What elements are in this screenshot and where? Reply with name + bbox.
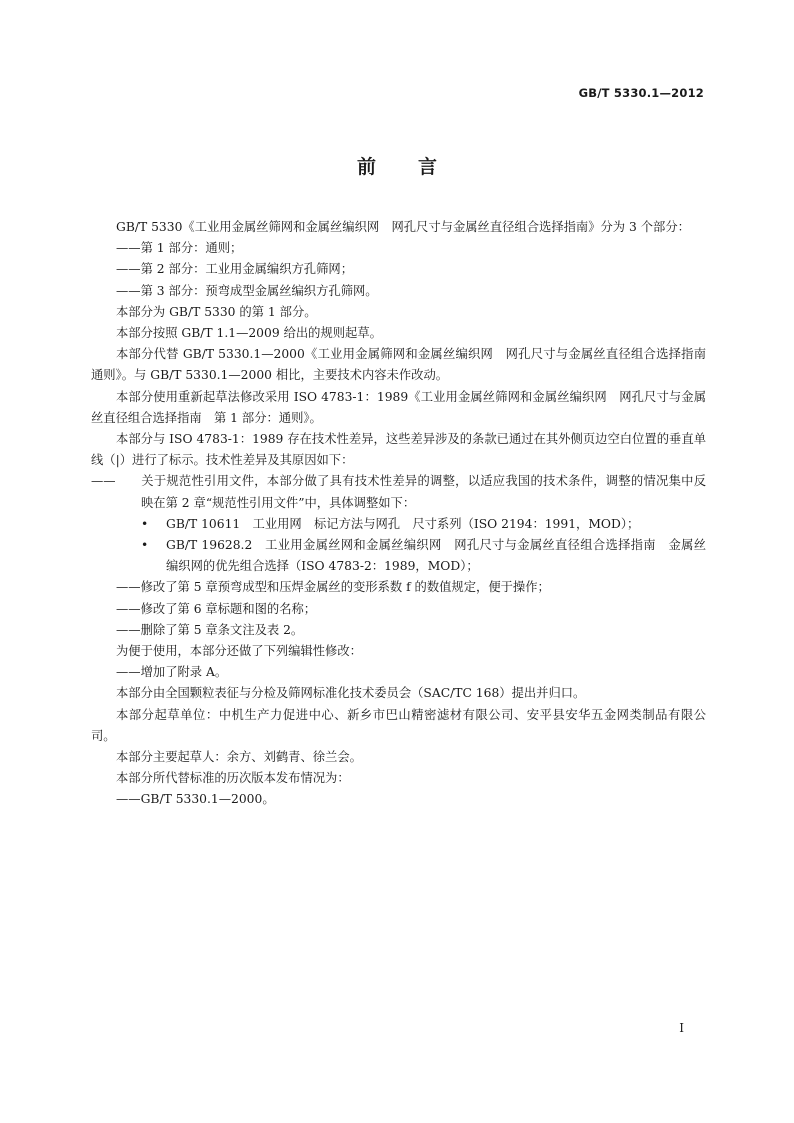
paragraph-part-of: 本部分为 GB/T 5330 的第 1 部分。 — [116, 304, 317, 319]
dash-mark: —— — [116, 792, 141, 807]
paragraph-editorial-changes: 为便于使用，本部分还做了下列编辑性修改： — [116, 644, 362, 659]
list-item-previous-edition: ——GB/T 5330.1—2000。 — [116, 792, 275, 807]
paragraph-drafting-rules: 本部分按照 GB/T 1.1—2009 给出的规则起草。 — [116, 326, 382, 341]
list-item-part-3: ——第 3 部分：预弯成型金属丝编织方孔筛网。 — [116, 283, 378, 298]
bullet-icon: • — [141, 538, 149, 553]
list-item-annex-a: ——增加了附录 A。 — [116, 665, 228, 680]
list-item-part-1: ——第 1 部分：通则； — [116, 241, 243, 256]
dash-mark: —— — [116, 283, 141, 298]
dash-mark: —— — [91, 474, 116, 489]
page-title: 前言 — [356, 156, 479, 178]
foreword-body — [91, 217, 719, 811]
paragraph-committee: 本部分由全国颗粒表征与分检及筛网标准化技术委员会（SAC/TC 168）提出并归口。 — [116, 686, 586, 701]
dash-mark: —— — [116, 601, 141, 616]
paragraph-parts-intro: GB/T 5330《工业用金属丝筛网和金属丝编织网 网孔尺寸与金属丝直径组合选择指南》分为 3 个部分： — [116, 220, 690, 234]
dash-mark: —— — [116, 580, 141, 595]
paragraph-previous-editions: 本部分所代替标准的历次版本发布情况为： — [116, 771, 350, 786]
paragraph-drafting-units: 本部分起草单位：中机生产力促进中心、新乡市巴山精密滤材有限公司、安平县安华五金网类制品有限公司。 — [91, 707, 706, 743]
bullet-item-gbt-19628: • GB/T 19628.2 工业用金属丝网和金属丝编织网 网孔尺寸与金属丝直径组合选择指南 金属丝编织网的优先组合选择（ISO 4783-2：1989，MOD）； — [91, 535, 706, 577]
bullet-icon: • — [141, 516, 149, 531]
list-item-chapter-5-note: ——删除了第 5 章条文注及表 2。 — [116, 622, 304, 637]
dash-mark: —— — [116, 665, 141, 680]
bullet-item-gbt-10611: • GB/T 10611 工业用网 标记方法与网孔 尺寸系列（ISO 2194：1991，MOD）； — [91, 514, 706, 535]
list-item-part-2: ——第 2 部分：工业用金属编织方孔筛网； — [116, 262, 353, 277]
document-code: GB/T 5330.1—2012 — [578, 86, 704, 100]
paragraph-drafters: 本部分主要起草人：余方、刘鹤青、徐兰会。 — [116, 750, 362, 765]
paragraph-replaces: 本部分代替 GB/T 5330.1—2000《工业用金属筛网和金属丝编织网 网孔尺寸与金属丝直径组合选择指南 通则》。与 GB/T 5330.1—2000 相比，主要技术内容未作改动。 — [91, 347, 719, 383]
dash-mark: —— — [116, 622, 141, 637]
dash-mark: —— — [116, 262, 141, 277]
list-item-chapter-5-factor: ——修改了第 5 章预弯成型和压焊金属丝的变形系数 f 的数值规定，便于操作； — [116, 580, 550, 595]
paragraph-technical-differences: 本部分与 ISO 4783-1：1989 存在技术性差异，这些差异涉及的条款已通过在其外侧页边空白位置的垂直单线（|）进行了标示。技术性差异及其原因如下： — [91, 432, 706, 468]
list-item-normative-references: —— 关于规范性引用文件，本部分做了具有技术性差异的调整，以适应我国的技术条件，调整的情况集中反映在第 2 章“规范性引用文件”中，具体调整如下： — [91, 471, 706, 513]
paragraph-iso-adoption: 本部分使用重新起草法修改采用 ISO 4783-1：1989《工业用金属丝筛网和金属丝编织网 网孔尺寸与金属丝直径组合选择指南 第 1 部分：通则》。 — [91, 389, 706, 425]
list-item-chapter-6-title: ——修改了第 6 章标题和图的名称； — [116, 601, 317, 616]
page-number: I — [679, 1021, 684, 1035]
dash-mark: —— — [116, 241, 141, 256]
